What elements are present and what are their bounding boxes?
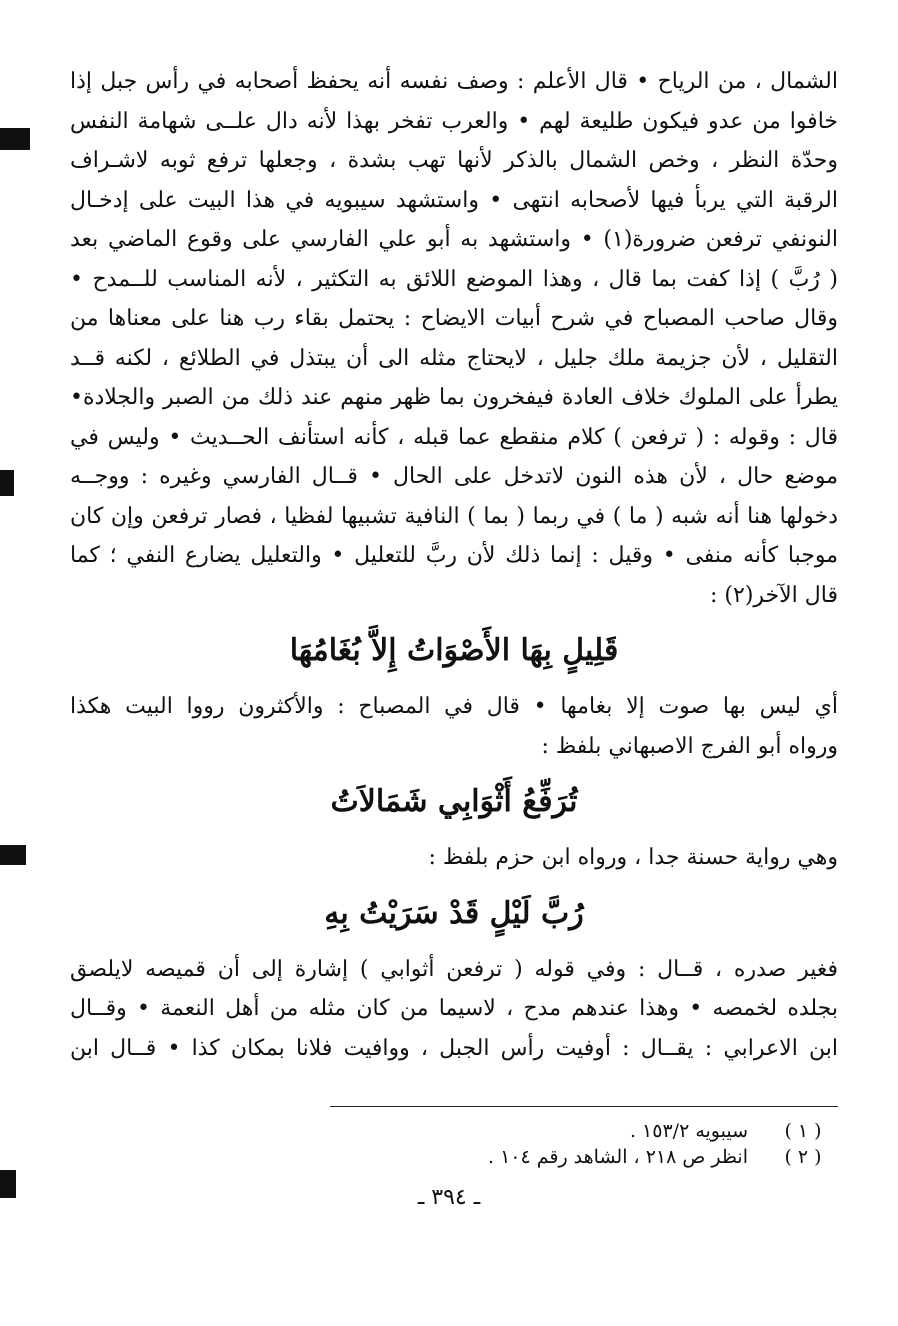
paragraph-2 <box>70 687 838 766</box>
text-line: الشمال ، من الرياح • قال الأعلم : وصف نفسه أنه يحفظ أصحابه في رأس جبل إذا <box>70 69 838 94</box>
text-line: قال : وقوله : ( ترفعن ) كلام منقطع عما قبله ، كأنه استأنف الحــديث • وليس في <box>70 424 838 450</box>
text-line: وهي رواية حسنة جدا ، ورواه ابن حزم بلفظ : <box>428 845 838 870</box>
page-body <box>70 62 838 1068</box>
text-line: ( رُبَّ ) إذا كفت بما قال ، وهذا الموضع اللائق به التكثير ، لأنه المناسب للــمدح • <box>70 266 838 292</box>
footnote <box>330 1144 838 1170</box>
text-line: ابن الاعرابي : يقــال : أوفيت رأس الجبل ، ووافيت فلانا بمكان كذا • قــال ابن <box>70 1035 838 1061</box>
text-line: التقليل ، لأن جزيمة ملك جليل ، لايحتاج مثله الى أن يبتذل في الطلائع ، لكنه قــد <box>70 345 838 371</box>
verse-line: رُبَّ لَيْلٍ قَدْ سَرَيْتُ بِهِ <box>324 895 584 931</box>
scan-edge-mark <box>0 128 30 150</box>
footnote-number: ( ٢ ) <box>784 1146 822 1168</box>
text-line: فغير صدره ، قــال : وفي قوله ( ترفعن أثوابي ) إشارة إلى أن قميصه لايلصق <box>70 956 838 982</box>
text-line: ورواه أبو الفرج الاصبهاني بلفظ : <box>541 733 838 759</box>
text-line: موجبا كأنه منفى • وقيل : إنما ذلك لأن ربَّ للتعليل • والتعليل يضارع النفي ؛ كما <box>70 543 838 568</box>
footnote-divider <box>330 1106 838 1107</box>
footnote-text: انظر ص ٢١٨ ، الشاهد رقم ١٠٤ . <box>487 1146 748 1168</box>
paragraph-3 <box>70 838 838 878</box>
text-line: الرقبة التي يربأ فيها لأصحابه انتهى • واستشهد سيبويه في هذا البيت على إدخـال <box>70 187 838 213</box>
page-number: ـ ٣٩٤ ـ <box>417 1185 481 1210</box>
text-line: دخولها هنا أنه شبه ( ما ) في ربما ( بما ) النافية تشبيها لفظيا ، فصار ترفعن وإن كان <box>70 503 838 529</box>
footnotes <box>330 1118 838 1170</box>
text-line: خافوا من عدو فيكون طليعة لهم • والعرب تفخر بهذا لأنه دال علــى شهامة النفس <box>70 108 838 134</box>
footnote <box>330 1118 838 1144</box>
paragraph-1 <box>70 62 838 615</box>
text-line: موضع حال ، لأن هذه النون لاتدخل على الحال • قــال الفارسي وغيره : ووجــه <box>70 464 838 489</box>
text-line: وحدّة النظر ، وخص الشمال بالذكر لأنها تهب بشدة ، وجعلها ترفع ثوبه لاشـراف <box>70 148 838 173</box>
paragraph-4 <box>70 950 838 1069</box>
footnote-number: ( ١ ) <box>784 1120 822 1142</box>
text-line: أي ليس بها صوت إلا بغامها • قال في المصباح : والأكثرون رووا البيت هكذا <box>70 694 838 719</box>
scan-edge-mark <box>0 845 26 865</box>
text-line: وقال صاحب المصباح في شرح أبيات الايضاح : يحتمل بقاء رب هنا على معناها من <box>70 306 838 331</box>
text-line: بجلده لخمصه • وهذا عندهم مدح ، لاسيما من كان مثله من أهل النعمة • وقــال <box>70 996 838 1021</box>
text-line: يطرأ على الملوك خلاف العادة فيفخرون بما ظهر منهم عند ذلك من الصبر والجلادة• <box>70 385 838 410</box>
footnote-text: سيبويه ١٥٣/٢ . <box>629 1120 748 1142</box>
text-line: النونفي ترفعن ضرورة(١) • واستشهد به أبو علي الفارسي على وقوع الماضي بعد <box>70 227 838 252</box>
verse-line: تُرَفِّعُ أَثْوَابِي شَمَالاَتُ <box>330 784 578 819</box>
verse-line: قَلِيلٍ بِهَا الأَصْوَاتُ إِلاَّ بُغَامُهَا <box>289 633 619 668</box>
scan-edge-mark <box>0 470 14 496</box>
text-line: قال الآخر(٢) : <box>709 582 838 608</box>
